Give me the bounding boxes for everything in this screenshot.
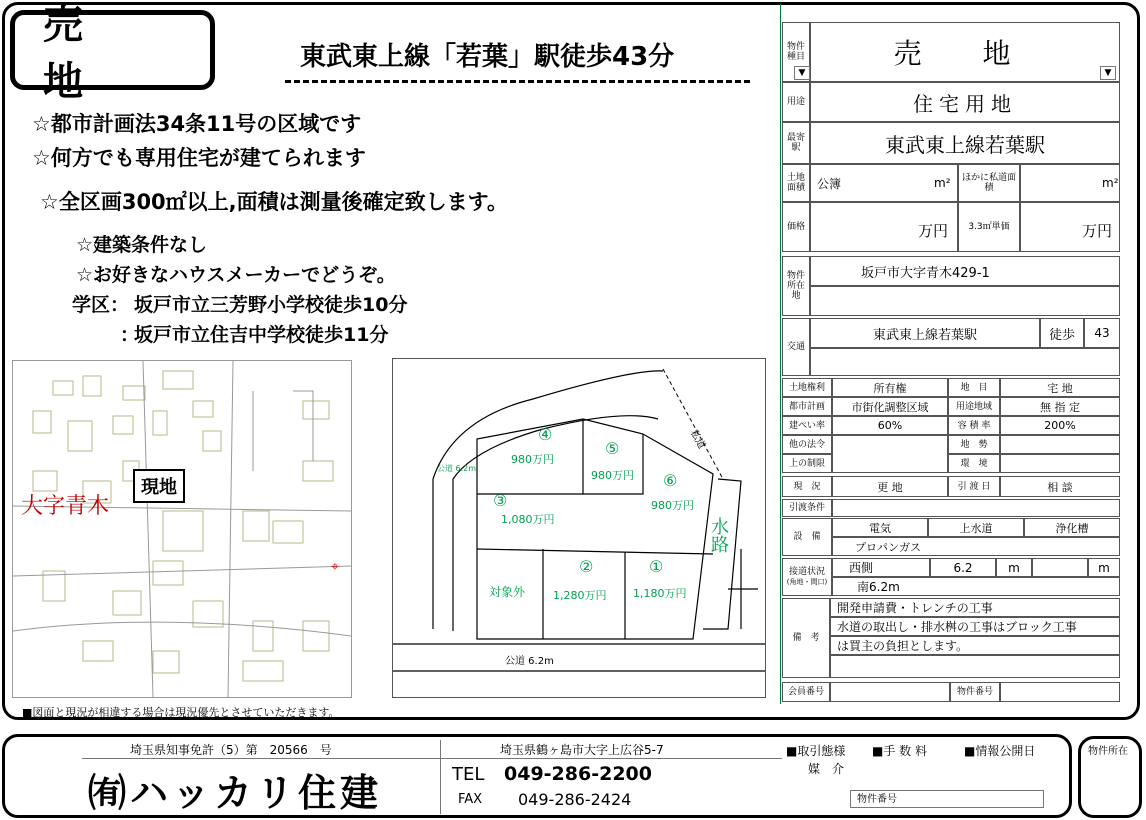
- row-5-key1: 上の制限: [782, 454, 832, 473]
- remark-3: は買主の負担とします。: [830, 636, 1120, 655]
- address-value: 坂戸市大字青木429-1: [810, 256, 1120, 286]
- map-drawing: [13, 361, 351, 697]
- filter-icon[interactable]: ▼: [1100, 66, 1116, 80]
- area-kobo: 公簿: [810, 164, 958, 202]
- area-label: 土地面積: [782, 164, 810, 202]
- feature-2: ☆何方でも専用住宅が建てられます: [32, 146, 366, 170]
- property-no-value: [1000, 682, 1120, 702]
- row-3-val1: 60%: [832, 416, 948, 435]
- traffic-extra: [810, 348, 1120, 376]
- facility-septic: 浄化槽: [1024, 518, 1120, 537]
- price-unit: 万円: [918, 222, 949, 240]
- row-1-key2: 地 目: [948, 378, 1000, 397]
- location-box-label: 物件所在: [1088, 746, 1128, 757]
- disclosure-label: ■情報公開日: [964, 744, 1036, 758]
- area-unit: m²: [934, 176, 951, 190]
- fee-label: ■手 数 料: [872, 744, 927, 758]
- tsubo-unit: 万円: [1082, 222, 1113, 240]
- lot-6-no: ⑥: [663, 471, 678, 490]
- company-name: ㈲ハッカリ住建: [88, 771, 383, 815]
- footer-divider: [440, 740, 442, 814]
- lot-5-no: ⑤: [605, 439, 620, 458]
- remarks-label: 備 考: [782, 598, 830, 678]
- lot-2-price: 1,280万円: [553, 589, 607, 602]
- remark-2: 水道の取出し・排水桝の工事はブロック工事: [830, 617, 1120, 636]
- plan-private-road: 私道: [687, 428, 708, 451]
- row-1-key1: 土地権利: [782, 378, 832, 397]
- footer-rule: [82, 758, 782, 759]
- tsubo-label: 3.3㎡単価: [958, 202, 1020, 252]
- member-value: [830, 682, 950, 702]
- lot-5-price: 980万円: [591, 469, 634, 482]
- plan-road-top: 公道 6.2m: [437, 464, 477, 473]
- row-5-val2: [1000, 454, 1120, 473]
- dropdown-icon[interactable]: ▼: [794, 66, 810, 80]
- road-south: 南6.2m: [832, 577, 1120, 596]
- property-no-label: 物件番号: [950, 682, 1000, 702]
- tel-label: TEL: [452, 764, 485, 785]
- lot-4-no: ④: [538, 425, 553, 444]
- lot-1-no: ①: [649, 557, 664, 576]
- school-label: 学区：: [72, 294, 130, 316]
- private-road-unit: m²: [1102, 176, 1119, 190]
- road-direction: 西側: [832, 558, 930, 577]
- school-junior: 坂戸市立住吉中学校徒歩11分: [134, 324, 389, 346]
- lot-3-price: 1,080万円: [501, 513, 555, 526]
- lot-2-no: ②: [579, 557, 594, 576]
- location-map: [12, 360, 352, 698]
- row-6-val1: 更 地: [832, 476, 948, 497]
- row-4-key1: 他の法令: [782, 435, 832, 454]
- traffic-label: 交通: [782, 318, 810, 376]
- footer-license: 埼玉県知事免許（5）第 20566 号: [130, 743, 332, 757]
- lot-6-price: 980万円: [651, 499, 694, 512]
- handover-value: [832, 499, 1120, 517]
- road-width: 6.2: [930, 558, 996, 577]
- row-2-val2: 無 指 定: [1000, 397, 1120, 416]
- row-3-key1: 建ぺい率: [782, 416, 832, 435]
- road-m2: m: [1088, 558, 1120, 577]
- feature-1: ☆都市計画法34条11号の区域です: [32, 112, 362, 136]
- plan-road-bottom: 公道 6.2m: [505, 656, 554, 667]
- feature-5: ☆お好きなハウスメーカーでどうぞ。: [76, 264, 396, 286]
- map-marker: ⌖: [331, 559, 339, 575]
- walk-label: 徒歩: [1040, 318, 1084, 348]
- row-1-val2: 宅 地: [1000, 378, 1120, 397]
- tel-number: 049-286-2200: [504, 763, 652, 785]
- row-6-val2: 相 談: [1000, 476, 1120, 497]
- row-6-key1: 現 況: [782, 476, 832, 497]
- school-junior-prefix: ：: [120, 324, 140, 346]
- row-1-val1: 所有権: [832, 378, 948, 397]
- row-4-val1: [832, 435, 948, 473]
- road-label: 接道状況: [788, 567, 825, 577]
- traffic-value: 東武東上線若葉駅: [810, 318, 1040, 348]
- road-width-2: [1032, 558, 1088, 577]
- row-2-val1: 市街化調整区域: [832, 397, 948, 416]
- footer-property-no: 物件番号: [850, 790, 1044, 808]
- lot-4-price: 980万円: [511, 453, 554, 466]
- lot-plan: [392, 358, 766, 698]
- title-badge: 売 地: [10, 10, 215, 90]
- map-site-label: 現地: [133, 469, 185, 503]
- remark-4: [830, 655, 1120, 678]
- address-label: 物件所在地: [782, 256, 810, 316]
- plan-waterway: 水路: [711, 517, 729, 556]
- type-value: 売 地: [810, 22, 1120, 82]
- lot-excluded: 対象外: [489, 585, 526, 599]
- lot-1-price: 1,180万円: [633, 587, 687, 600]
- row-2-key2: 用途地域: [948, 397, 1000, 416]
- walk-value: 43: [1084, 318, 1120, 348]
- row-2-key1: 都市計画: [782, 397, 832, 416]
- row-6-key2: 引 渡 日: [948, 476, 1000, 497]
- address-extra: [810, 286, 1120, 316]
- row-4-key2: 地 勢: [948, 435, 1000, 454]
- notice: ■図面と現況が相違する場合は現況優先とさせていただきます。: [22, 706, 340, 719]
- row-3-val2: 200%: [1000, 416, 1120, 435]
- road-m1: m: [996, 558, 1032, 577]
- member-label: 会員番号: [782, 682, 830, 702]
- deal-type-label: ■取引態様: [786, 744, 846, 758]
- lot-3-no: ③: [493, 491, 508, 510]
- school-elementary: 坂戸市立三芳野小学校徒歩10分: [134, 294, 408, 316]
- row-3-key2: 容 積 率: [948, 416, 1000, 435]
- feature-4: ☆建築条件なし: [76, 234, 208, 256]
- plan-drawing: [393, 359, 765, 697]
- remark-1: 開発申請費・トレンチの工事: [830, 598, 1120, 617]
- use-label: 用途: [782, 82, 810, 122]
- price-label: 価格: [782, 202, 810, 252]
- facility-electric: 電気: [832, 518, 928, 537]
- headline-underline: [285, 80, 750, 83]
- fax-label: FAX: [458, 792, 483, 807]
- headline: 東武東上線「若葉」駅徒歩43分: [300, 42, 675, 72]
- road-sub: (角地・間口): [786, 578, 828, 586]
- facility-label: 設 備: [782, 518, 832, 556]
- footer-address: 埼玉県鶴ヶ島市大字上広谷5-7: [500, 743, 664, 757]
- facility-gas: プロパンガス: [832, 537, 1120, 556]
- facility-water: 上水道: [928, 518, 1024, 537]
- row-5-key2: 環 境: [948, 454, 1000, 473]
- use-value: 住宅用地: [810, 82, 1120, 122]
- station-value: 東武東上線若葉駅: [810, 122, 1120, 164]
- road-label-cell: [782, 558, 832, 596]
- type-label: 物件種目: [782, 22, 810, 82]
- row-4-val2: [1000, 435, 1120, 454]
- station-label: 最寄駅: [782, 122, 810, 164]
- feature-3: ☆全区画300㎡以上,面積は測量後確定致します。: [40, 190, 508, 214]
- fax-number: 049-286-2424: [518, 790, 632, 809]
- broker-value: 媒 介: [808, 762, 845, 776]
- private-road-label: ほかに私道面積: [958, 164, 1020, 202]
- handover-label: 引渡条件: [782, 499, 832, 517]
- map-area-label: 大字青木: [21, 494, 110, 519]
